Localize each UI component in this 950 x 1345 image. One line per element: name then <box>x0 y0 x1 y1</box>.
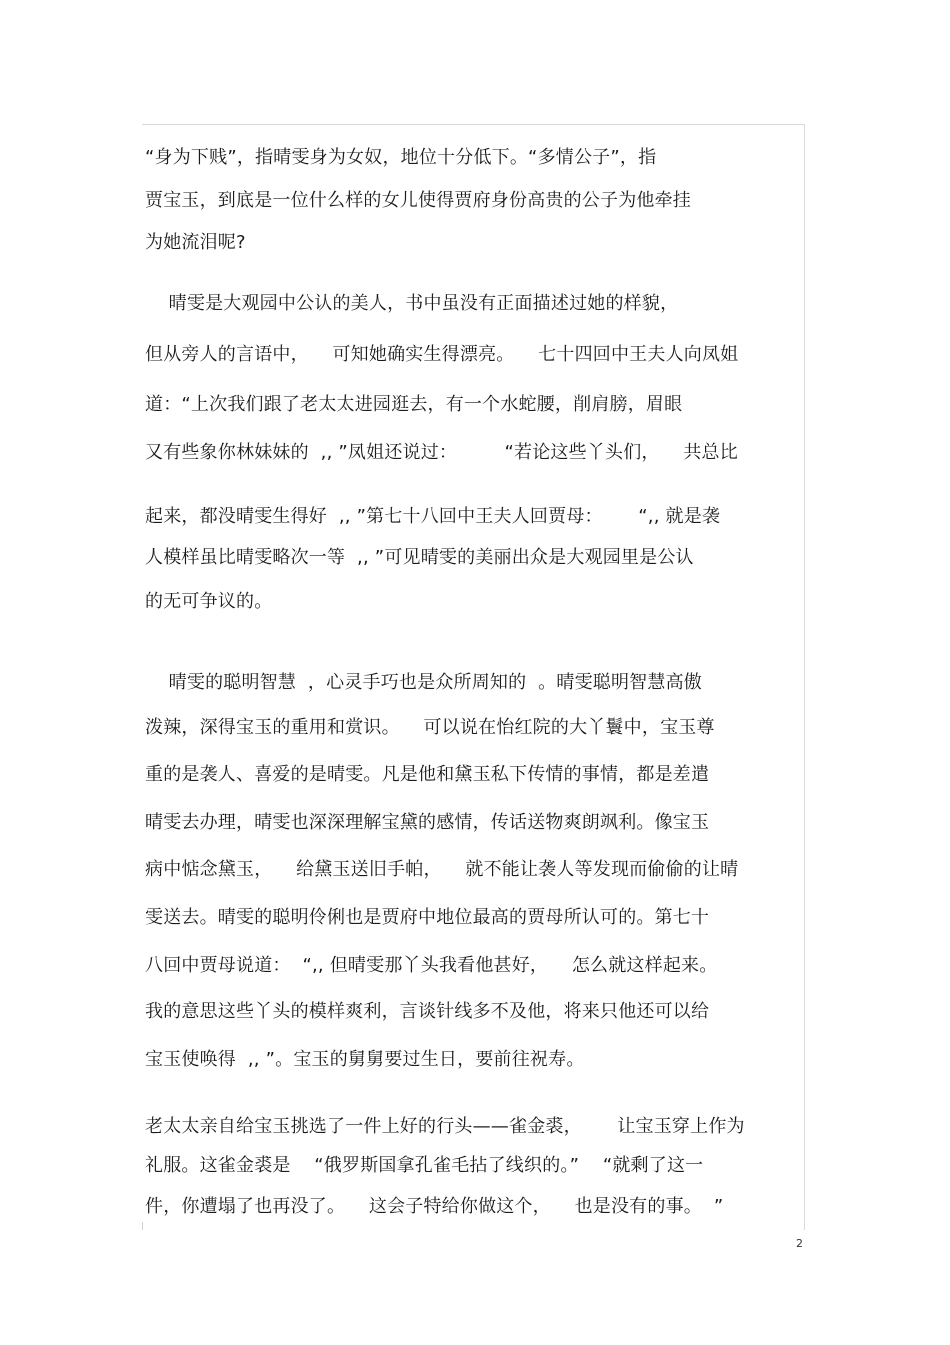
text-line: 又有些象你林妹妹的 ,, ”凤姐还说过： “若论这些丫头们， 共总比 <box>145 442 738 463</box>
text-line: 晴雯是大观园中公认的美人，书中虽没有正面描述过她的样貌， <box>145 293 679 314</box>
text-line: 但从旁人的言语中， 可知她确实生得漂亮。 七十四回中王夫人向凤姐 <box>145 344 739 365</box>
text-line: 晴雯的聪明智慧 ，心灵手巧也是众所周知的 。晴雯聪明智慧高傲 <box>145 672 702 693</box>
page-number: 2 <box>796 1237 803 1250</box>
text-line: 件，你遭塌了也再没了。 这会子特给你做这个， 也是没有的事。 ” <box>145 1196 724 1217</box>
text-line: 为她流泪呢? <box>145 232 246 253</box>
text-line: 道：“上次我们跟了老太太进园逛去，有一个水蛇腰，削肩膀，眉眼 <box>145 394 683 415</box>
text-line: 起来，都没晴雯生得好 ,, ”第七十八回中王夫人回贾母： “,, 就是袭 <box>145 506 721 527</box>
text-line: 雯送去。晴雯的聪明伶俐也是贾府中地位最高的贾母所认可的。第七十 <box>145 907 710 928</box>
page-border-tick <box>142 1222 143 1230</box>
text-line: 泼辣，深得宝玉的重用和赏识。 可以说在怡红院的大丫鬟中，宝玉尊 <box>145 717 715 738</box>
text-line: 的无可争议的。 <box>145 591 273 612</box>
text-line: 老太太亲自给宝玉挑选了一件上好的行头——雀金裘， 让宝玉穿上作为 <box>145 1116 745 1137</box>
text-line: 礼服。这雀金裘是 “俄罗斯国拿孔雀毛拈了线织的。” “就剩了这一 <box>145 1155 704 1176</box>
text-line: 重的是袭人、喜爱的是晴雯。凡是他和黛玉私下传情的事情，都是差遣 <box>145 764 710 785</box>
text-line: “身为下贱”，指晴雯身为女奴，地位十分低下。“多情公子”，指 <box>145 147 657 168</box>
text-line: 我的意思这些丫头的模样爽利，言谈针线多不及他，将来只他还可以给 <box>145 1001 710 1022</box>
text-line: 八回中贾母说道： “,, 但晴雯那丫头我看他甚好， 怎么就这样起来。 <box>145 955 718 976</box>
text-line: 贾宝玉，到底是一位什么样的女儿使得贾府身份高贵的公子为他牵挂 <box>145 190 691 211</box>
text-line: 晴雯去办理，晴雯也深深理解宝黛的感情，传话送物爽朗飒利。像宝玉 <box>145 812 710 833</box>
text-line: 病中惦念黛玉， 给黛玉送旧手帕， 就不能让袭人等发现而偷偷的让晴 <box>145 859 739 880</box>
text-line: 宝玉使唤得 ,, ”。宝玉的舅舅要过生日，要前往祝寿。 <box>145 1049 585 1070</box>
text-line: 人模样虽比晴雯略次一等 ,, ”可见晴雯的美丽出众是大观园里是公认 <box>145 547 694 568</box>
